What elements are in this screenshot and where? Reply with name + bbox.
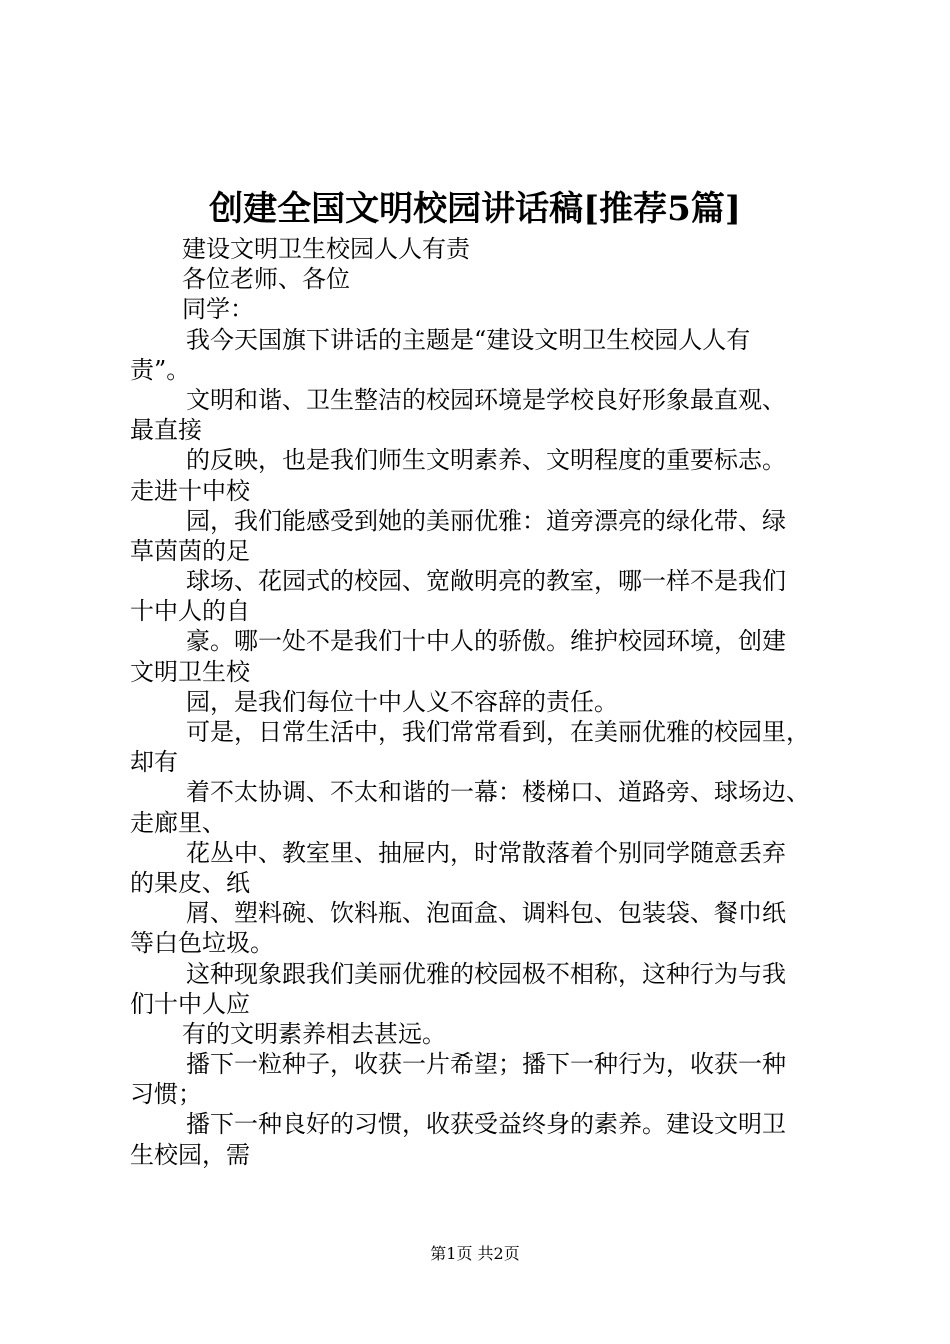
body-line: 习惯；	[130, 1080, 202, 1109]
body-line: 球场、花园式的校园、宽敞明亮的教室，哪一样不是我们	[186, 567, 786, 596]
body-line: 文明和谐、卫生整洁的校园环境是学校良好形象最直观、	[186, 385, 786, 414]
body-line: 各位老师、各位	[182, 265, 350, 294]
body-line: 园，是我们每位十中人义不容辞的责任。	[186, 687, 618, 716]
body-line: 的果皮、纸	[130, 868, 250, 897]
body-line: 责”。	[130, 355, 191, 384]
body-line: 着不太协调、不太和谐的一幕：楼梯口、道路旁、球场边、	[186, 778, 810, 807]
body-line: 十中人的自	[130, 597, 250, 626]
body-line: 生校园，需	[130, 1140, 250, 1169]
body-line: 却有	[130, 748, 178, 777]
page-number: 第1页 共2页	[430, 1244, 520, 1263]
body-line: 走进十中校	[130, 476, 250, 505]
body-line: 们十中人应	[130, 989, 250, 1018]
body-line: 草茵茵的足	[130, 536, 250, 565]
body-line: 有的文明素养相去甚远。	[182, 1019, 446, 1048]
body-line: 屑、塑料碗、饮料瓶、泡面盒、调料包、包装袋、餐巾纸	[186, 899, 786, 928]
body-line: 最直接	[130, 416, 202, 445]
body-line: 文明卫生校	[130, 657, 250, 686]
body-line: 的反映，也是我们师生文明素养、文明程度的重要标志。	[186, 446, 786, 475]
body-line: 建设文明卫生校园人人有责	[182, 235, 470, 263]
document-body	[130, 234, 850, 1170]
body-line: 这种现象跟我们美丽优雅的校园极不相称，这种行为与我	[186, 959, 786, 988]
body-line: 园，我们能感受到她的美丽优雅：道旁漂亮的绿化带、绿	[186, 506, 786, 535]
body-line: 豪。哪一处不是我们十中人的骄傲。维护校园环境，创建	[186, 627, 786, 656]
body-line: 花丛中、教室里、抽屉内，时常散落着个别同学随意丢弃	[186, 838, 786, 867]
body-line: 同学：	[182, 295, 254, 324]
body-line: 播下一粒种子，收获一片希望；播下一种行为，收获一种	[186, 1050, 786, 1079]
body-line: 等白色垃圾。	[130, 929, 274, 958]
body-line: 走廊里、	[130, 808, 226, 837]
body-line: 我今天国旗下讲话的主题是“建设文明卫生校园人人有	[186, 325, 751, 354]
body-line: 可是，日常生活中，我们常常看到，在美丽优雅的校园里，	[186, 718, 810, 746]
document-title: 创建全国文明校园讲话稿[推荐5篇]	[209, 189, 741, 229]
body-line: 播下一种良好的习惯，收获受益终身的素养。建设文明卫	[186, 1110, 786, 1139]
